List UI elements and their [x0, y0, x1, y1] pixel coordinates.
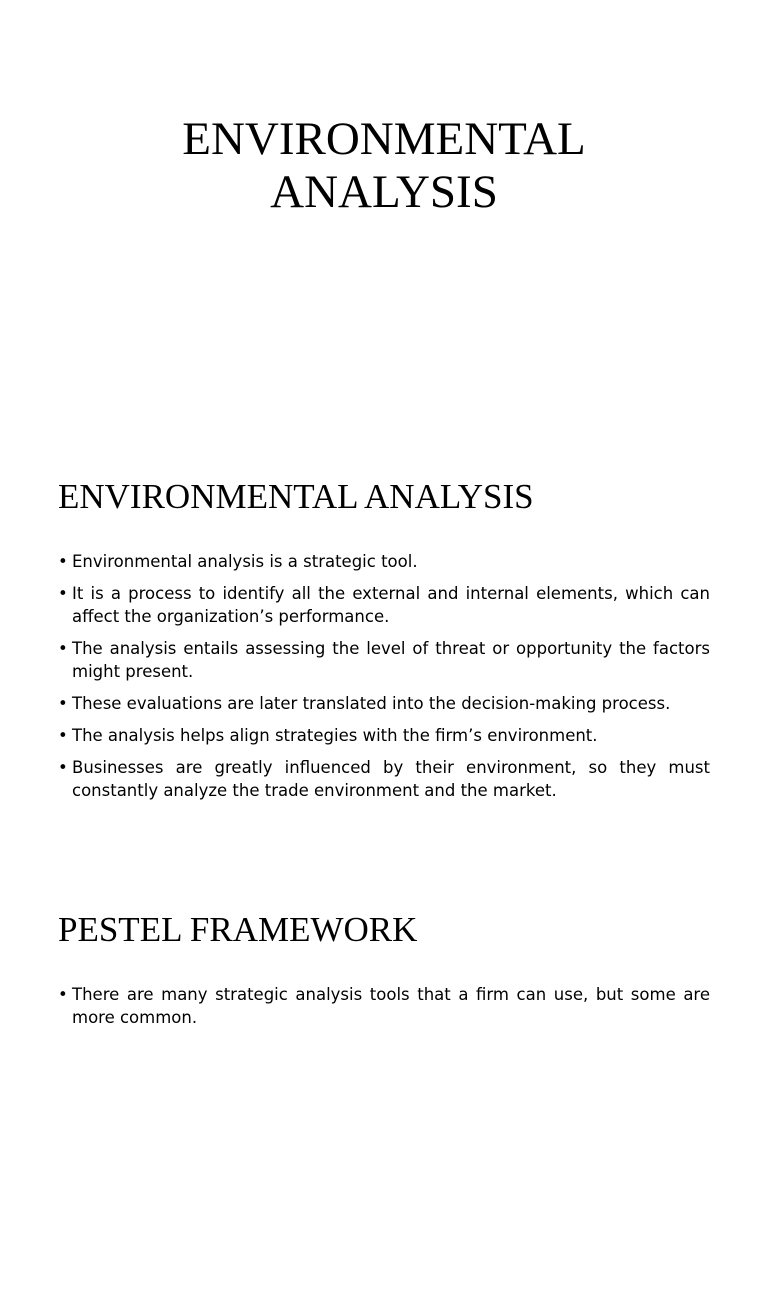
slide-title-line-2: ANALYSIS: [270, 166, 498, 218]
bullet-dot-icon: •: [58, 694, 68, 713]
slide-heading: ENVIRONMENTAL ANALYSIS: [58, 477, 534, 516]
title-slide: [0, 0, 768, 432]
pestel-framework-slide: [0, 864, 768, 1296]
bullet-dot-icon: •: [58, 552, 68, 571]
bullet-dot-icon: •: [58, 726, 68, 745]
bullet-dot-icon: •: [58, 639, 68, 658]
bullet-dot-icon: •: [58, 584, 68, 603]
bullet-item: [58, 756, 710, 802]
bullet-text: The analysis helps align strategies with the firm’s environment.: [72, 726, 598, 745]
bullet-dot-icon: •: [58, 758, 68, 777]
bullet-item: [58, 637, 710, 683]
slide-title-line-1: ENVIRONMENTAL: [182, 113, 586, 165]
bullet-dot-icon: •: [58, 985, 68, 1004]
bullet-item: [58, 550, 710, 573]
bullet-text: Environmental analysis is a strategic tool.: [72, 552, 418, 571]
bullet-item: [58, 692, 710, 715]
bullet-text: The analysis entails assessing the level of threat or opportunity the factors might present.: [72, 639, 710, 681]
slide-heading: PESTEL FRAMEWORK: [58, 910, 418, 949]
bullet-text: It is a process to identify all the external and internal elements, which can affect the organization’s performance.: [72, 584, 710, 626]
bullet-text: These evaluations are later translated into the decision-making process.: [72, 694, 671, 713]
bullet-list: [58, 550, 710, 811]
bullet-item: [58, 582, 710, 628]
environmental-analysis-slide: [0, 432, 768, 864]
bullet-text: Businesses are greatly influenced by their environment, so they must constantly analyze the trade environment and the market.: [72, 758, 710, 800]
bullet-list: [58, 983, 710, 1038]
slide-title: [0, 113, 768, 219]
bullet-text: There are many strategic analysis tools that a firm can use, but some are more common.: [72, 985, 710, 1027]
bullet-item: [58, 983, 710, 1029]
bullet-item: [58, 724, 710, 747]
